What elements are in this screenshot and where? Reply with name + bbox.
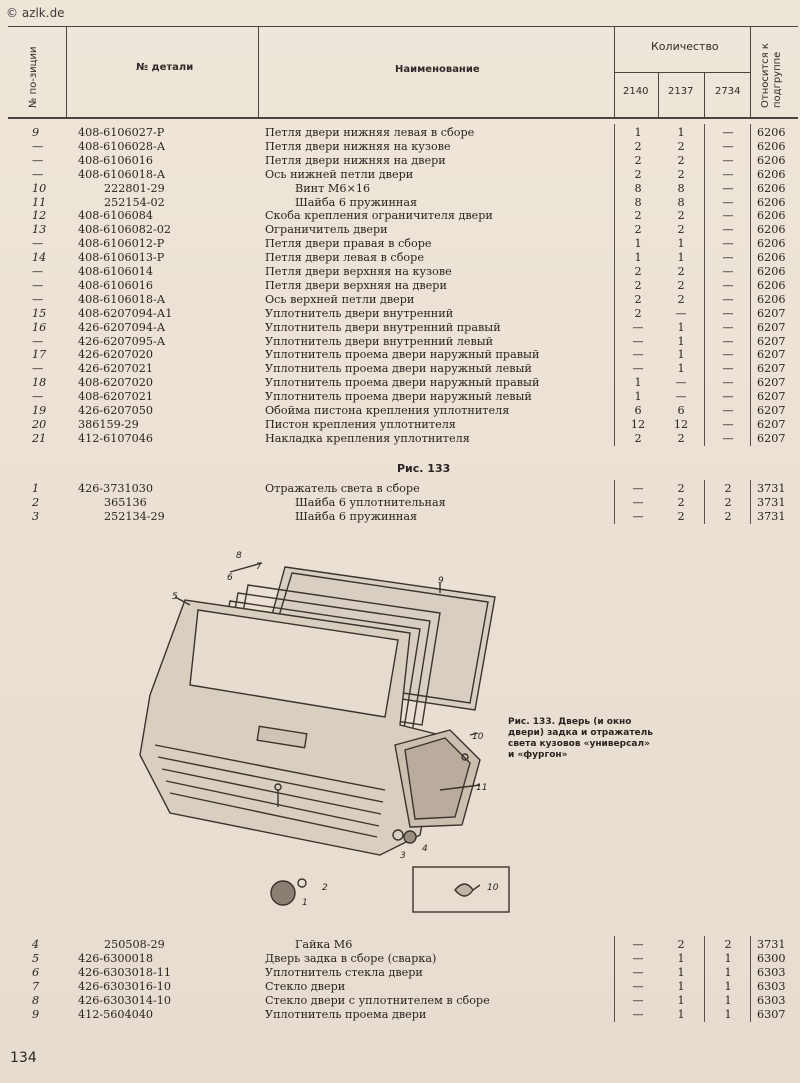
callout-3: 3	[400, 851, 406, 861]
callout-6: 6	[227, 573, 233, 583]
position-number: 9	[32, 1007, 40, 1021]
table-row	[0, 980, 800, 994]
position-number: —	[32, 278, 44, 292]
part-number: 408-6106027-Р	[78, 126, 165, 139]
part-number: 426-6300018	[78, 951, 153, 965]
qty-2137: 2	[677, 153, 685, 167]
qty-2734: 1	[724, 951, 732, 965]
position-number: —	[32, 167, 44, 181]
qty-2137: 1	[677, 334, 685, 348]
qty-2137: 6	[677, 404, 685, 417]
position-number: 3	[32, 509, 40, 523]
subgroup: 6206	[757, 126, 786, 139]
part-name: Петля двери нижняя на двери	[265, 153, 446, 167]
subgroup: 6206	[757, 209, 786, 223]
part-number: 426-6303014-10	[78, 993, 171, 1007]
part-number: 408-6106082-02	[78, 223, 171, 237]
position-number: 16	[32, 320, 47, 334]
part-name: Стекло двери	[265, 979, 346, 993]
qty-2140: 8	[634, 195, 642, 209]
position-number: 9	[32, 126, 40, 139]
part-number: 426-6207020	[78, 348, 153, 362]
part-name: Накладка крепления уплотнителя	[265, 431, 470, 445]
qty-2140: 6	[634, 404, 642, 417]
qty-2137: —	[675, 306, 687, 320]
position-number: 18	[32, 376, 47, 390]
position-number: —	[32, 237, 44, 251]
qty-2137: 1	[677, 979, 685, 993]
qty-2140: 2	[634, 292, 642, 306]
qty-2137: 2	[677, 278, 685, 292]
part-name: Пистон крепления уплотнителя	[265, 417, 456, 431]
subgroup: 6207	[757, 376, 786, 390]
qty-2734: —	[722, 348, 734, 362]
qty-2140: 2	[634, 306, 642, 320]
part-number: 365136	[104, 495, 147, 509]
part-number: 426-6207021	[78, 362, 153, 376]
qty-2137: —	[675, 376, 687, 390]
subgroup: 6206	[757, 278, 786, 292]
qty-2734: —	[722, 126, 734, 139]
subgroup: 6207	[757, 306, 786, 320]
position-number: —	[32, 265, 44, 278]
qty-2140: 1	[634, 126, 642, 139]
watermark: © azlk.de	[6, 6, 65, 20]
position-number: 10	[32, 181, 47, 195]
qty-2734: —	[722, 431, 734, 445]
header-pos-label: № по-зиции	[28, 46, 39, 108]
table-row	[0, 209, 800, 223]
part-name: Уплотнитель проема двери	[265, 1007, 427, 1021]
table-row	[0, 432, 800, 446]
position-number: 21	[32, 431, 47, 445]
qty-2140: —	[632, 348, 644, 362]
qty-2140: —	[632, 951, 644, 965]
part-number: 412-6107046	[78, 431, 153, 445]
qty-2137: 1	[677, 320, 685, 334]
part-number: 408-6106028-А	[78, 139, 166, 153]
part-name: Петля двери левая в сборе	[265, 251, 424, 265]
part-name: Гайка М6	[295, 938, 353, 951]
qty-2140: —	[632, 509, 644, 523]
subgroup: 6207	[757, 334, 786, 348]
qty-2734: 2	[724, 938, 732, 951]
qty-2734: —	[722, 237, 734, 251]
qty-2140: 2	[634, 223, 642, 237]
part-name: Петля двери верхняя на двери	[265, 278, 447, 292]
part-name: Отражатель света в сборе	[265, 482, 420, 495]
part-number: 408-6207094-А1	[78, 306, 173, 320]
table-row	[0, 182, 800, 196]
door-diagram	[0, 545, 800, 945]
qty-2137: 1	[677, 348, 685, 362]
qty-2734: —	[722, 153, 734, 167]
part-number: 408-6207020	[78, 376, 153, 390]
table-row	[0, 335, 800, 349]
qty-2140: —	[632, 1007, 644, 1021]
qty-2137: 2	[677, 139, 685, 153]
qty-2137: 1	[677, 1007, 685, 1021]
part-number: 426-6207050	[78, 404, 153, 417]
header-name-label: Наименование	[395, 64, 480, 75]
table-row	[0, 223, 800, 237]
table-row	[0, 265, 800, 279]
part-name: Петля двери нижняя на кузове	[265, 139, 451, 153]
table-row	[0, 418, 800, 432]
position-number: 17	[32, 348, 47, 362]
table-row	[0, 390, 800, 404]
part-name: Уплотнитель проема двери наружный правый	[265, 348, 540, 362]
figure-caption: Рис. 133. Дверь (и окно двери) задка и отражатель света кузовов «универсал» и «фургон»	[508, 717, 653, 760]
qty-2137: 1	[677, 237, 685, 251]
table-row	[0, 348, 800, 362]
header-group-label: Относится к подгруппе	[760, 43, 783, 108]
subgroup: 6206	[757, 139, 786, 153]
qty-2734: 1	[724, 979, 732, 993]
part-number: 412-5604040	[78, 1007, 153, 1021]
part-name: Стекло двери с уплотнителем в сборе	[265, 993, 490, 1007]
part-number: 408-6106016	[78, 153, 153, 167]
qty-2140: 12	[630, 417, 646, 431]
table-row	[0, 307, 800, 321]
part-name: Обойма пистона крепления уплотнителя	[265, 404, 510, 417]
qty-2137: 2	[677, 938, 685, 951]
part-name: Шайба 6 уплотнительная	[295, 495, 446, 509]
qty-2137: 1	[677, 251, 685, 265]
subgroup: 6207	[757, 390, 786, 404]
part-name: Ось верхней петли двери	[265, 292, 415, 306]
qty-2137: 8	[677, 195, 685, 209]
subgroup: 6207	[757, 362, 786, 376]
table-row	[0, 404, 800, 418]
position-number: 12	[32, 209, 47, 223]
qty-2140: —	[632, 979, 644, 993]
table-row	[0, 496, 800, 510]
position-number: —	[32, 153, 44, 167]
position-number: 13	[32, 223, 47, 237]
qty-2140: 1	[634, 237, 642, 251]
qty-2140: 2	[634, 278, 642, 292]
qty-2137: 2	[677, 292, 685, 306]
subgroup: 6206	[757, 237, 786, 251]
qty-2137: 2	[677, 209, 685, 223]
part-number: 408-6106012-Р	[78, 237, 165, 251]
qty-2734: 2	[724, 509, 732, 523]
table-row	[0, 237, 800, 251]
part-name: Ось нижней петли двери	[265, 167, 414, 181]
subgroup: 6303	[757, 979, 786, 993]
qty-2734: —	[722, 390, 734, 404]
position-number: 20	[32, 417, 47, 431]
qty-2734: 1	[724, 993, 732, 1007]
part-number: 408-6106014	[78, 265, 153, 278]
table-row	[0, 482, 800, 496]
qty-2137: 1	[677, 965, 685, 979]
subgroup: 6303	[757, 993, 786, 1007]
callout-11: 11	[476, 783, 488, 793]
part-name: Дверь задка в сборе (сварка)	[265, 951, 437, 965]
qty-2734: —	[722, 320, 734, 334]
part-number: 222801-29	[104, 181, 165, 195]
subgroup: 6303	[757, 965, 786, 979]
qty-2734: —	[722, 417, 734, 431]
part-name: Петля двери нижняя левая в сборе	[265, 126, 475, 139]
qty-2140: —	[632, 334, 644, 348]
part-number: 426-6207094-А	[78, 320, 166, 334]
part-number: 408-6106013-Р	[78, 251, 165, 265]
part-number: 408-6106018-А	[78, 292, 166, 306]
position-number: 11	[32, 195, 47, 209]
qty-2734: —	[722, 376, 734, 390]
position-number: —	[32, 390, 44, 404]
part-name: Уплотнитель проема двери наружный левый	[265, 390, 532, 404]
qty-2140: 8	[634, 181, 642, 195]
qty-2140: 1	[634, 390, 642, 404]
part-number: 250508-29	[104, 938, 165, 951]
header-part-label: № детали	[136, 62, 194, 73]
subgroup: 6206	[757, 195, 786, 209]
part-number: 408-6106084	[78, 209, 153, 223]
qty-2734: —	[722, 251, 734, 265]
subgroup: 6206	[757, 265, 786, 278]
qty-2140: 2	[634, 265, 642, 278]
callout-10: 10	[472, 732, 484, 742]
part-name: Шайба 6 пружинная	[295, 195, 418, 209]
callout-4: 4	[422, 844, 428, 854]
qty-2140: 1	[634, 251, 642, 265]
part-name: Петля двери верхняя на кузове	[265, 265, 452, 278]
position-number: 1	[32, 482, 40, 495]
position-number: —	[32, 334, 44, 348]
subgroup: 6206	[757, 181, 786, 195]
table-row	[0, 362, 800, 376]
qty-2140: —	[632, 495, 644, 509]
subgroup: 6206	[757, 167, 786, 181]
callout-5: 5	[172, 592, 178, 602]
qty-2734: —	[722, 167, 734, 181]
subgroup: 6206	[757, 292, 786, 306]
position-number: 8	[32, 993, 40, 1007]
qty-2140: —	[632, 320, 644, 334]
part-name: Уплотнитель стекла двери	[265, 965, 423, 979]
part-number: 252154-02	[104, 195, 165, 209]
qty-2137: 1	[677, 951, 685, 965]
table-row	[0, 1008, 800, 1022]
header-qty-label: Количество	[651, 40, 719, 53]
part-number: 386159-29	[78, 417, 139, 431]
subgroup: 6207	[757, 404, 786, 417]
qty-2140: —	[632, 938, 644, 951]
qty-2734: —	[722, 139, 734, 153]
subgroup: 3731	[757, 495, 786, 509]
qty-2734: —	[722, 223, 734, 237]
table-row	[0, 279, 800, 293]
part-name: Уплотнитель проема двери наружный правый	[265, 376, 540, 390]
subgroup: 6206	[757, 223, 786, 237]
header-model-2140: 2140	[623, 86, 649, 97]
qty-2137: 2	[677, 495, 685, 509]
part-name: Уплотнитель двери внутренний правый	[265, 320, 501, 334]
qty-2140: —	[632, 482, 644, 495]
qty-2140: 2	[634, 153, 642, 167]
qty-2734: —	[722, 209, 734, 223]
table-row	[0, 154, 800, 168]
qty-2734: —	[722, 278, 734, 292]
qty-2137: 1	[677, 362, 685, 376]
qty-2140: 1	[634, 376, 642, 390]
position-number: 6	[32, 965, 40, 979]
part-name: Шайба 6 пружинная	[295, 509, 418, 523]
qty-2137: 2	[677, 223, 685, 237]
part-name: Уплотнитель проема двери наружный левый	[265, 362, 532, 376]
position-number: 19	[32, 404, 47, 417]
position-number: —	[32, 139, 44, 153]
qty-2140: —	[632, 965, 644, 979]
part-number: 426-3731030	[78, 482, 153, 495]
qty-2137: 1	[677, 993, 685, 1007]
qty-2137: 12	[673, 417, 689, 431]
subgroup: 3731	[757, 509, 786, 523]
callout-10-inset: 10	[487, 883, 499, 893]
part-number: 426-6303016-10	[78, 979, 171, 993]
subgroup: 6207	[757, 320, 786, 334]
subgroup: 6207	[757, 348, 786, 362]
callout-9: 9	[438, 576, 444, 586]
position-number: 2	[32, 495, 40, 509]
qty-2140: —	[632, 993, 644, 1007]
qty-2734: —	[722, 306, 734, 320]
table-row	[0, 321, 800, 335]
part-number: 252134-29	[104, 509, 165, 523]
table-row	[0, 938, 800, 952]
qty-2140: 2	[634, 167, 642, 181]
figure-heading: Рис. 133	[397, 462, 451, 475]
subgroup: 6207	[757, 417, 786, 431]
qty-2734: —	[722, 181, 734, 195]
subgroup: 6300	[757, 951, 786, 965]
part-name: Уплотнитель двери внутренний левый	[265, 334, 494, 348]
table-row	[0, 994, 800, 1008]
position-number: —	[32, 362, 44, 376]
callout-2: 2	[322, 883, 328, 893]
table-row	[0, 126, 800, 140]
qty-2140: 2	[634, 139, 642, 153]
part-name: Ограничитель двери	[265, 223, 388, 237]
part-name: Уплотнитель двери внутренний	[265, 306, 454, 320]
subgroup: 6307	[757, 1007, 786, 1021]
qty-2734: 1	[724, 965, 732, 979]
subgroup: 3731	[757, 482, 786, 495]
subgroup: 6206	[757, 251, 786, 265]
qty-2140: 2	[634, 431, 642, 445]
position-number: 4	[32, 938, 40, 951]
table-row	[0, 966, 800, 980]
position-number: 7	[32, 979, 40, 993]
part-number: 426-6207095-А	[78, 334, 166, 348]
qty-2137: 2	[677, 509, 685, 523]
part-number: 408-6106016	[78, 278, 153, 292]
table-row	[0, 510, 800, 524]
table-row	[0, 251, 800, 265]
table-row	[0, 140, 800, 154]
table-row	[0, 952, 800, 966]
callout-1: 1	[302, 898, 308, 908]
table-row	[0, 376, 800, 390]
qty-2734: —	[722, 265, 734, 278]
page-number: 134	[10, 1050, 37, 1066]
qty-2137: 2	[677, 482, 685, 495]
qty-2140: 2	[634, 209, 642, 223]
subgroup: 6206	[757, 153, 786, 167]
qty-2734: —	[722, 334, 734, 348]
qty-2137: 2	[677, 265, 685, 278]
callout-7: 7	[256, 562, 262, 572]
position-number: 5	[32, 951, 40, 965]
part-number: 426-6303018-11	[78, 965, 171, 979]
part-name: Винт М6×16	[295, 181, 371, 195]
part-name: Петля двери правая в сборе	[265, 237, 432, 251]
part-number: 408-6106018-А	[78, 167, 166, 181]
position-number: 14	[32, 251, 47, 265]
qty-2137: 2	[677, 167, 685, 181]
qty-2140: —	[632, 362, 644, 376]
qty-2734: —	[722, 292, 734, 306]
header-model-2734: 2734	[715, 86, 741, 97]
part-name: Скоба крепления ограничителя двери	[265, 209, 493, 223]
table-row	[0, 196, 800, 210]
table-row	[0, 168, 800, 182]
qty-2734: —	[722, 404, 734, 417]
qty-2137: 8	[677, 181, 685, 195]
qty-2734: —	[722, 362, 734, 376]
position-number: —	[32, 292, 44, 306]
qty-2734: —	[722, 195, 734, 209]
qty-2137: —	[675, 390, 687, 404]
qty-2734: 2	[724, 482, 732, 495]
subgroup: 6207	[757, 431, 786, 445]
part-number: 408-6207021	[78, 390, 153, 404]
table-row	[0, 293, 800, 307]
header-model-2137: 2137	[668, 86, 694, 97]
callout-8: 8	[236, 551, 242, 561]
qty-2734: 1	[724, 1007, 732, 1021]
qty-2734: 2	[724, 495, 732, 509]
qty-2137: 2	[677, 431, 685, 445]
position-number: 15	[32, 306, 47, 320]
qty-2137: 1	[677, 126, 685, 139]
subgroup: 3731	[757, 938, 786, 951]
